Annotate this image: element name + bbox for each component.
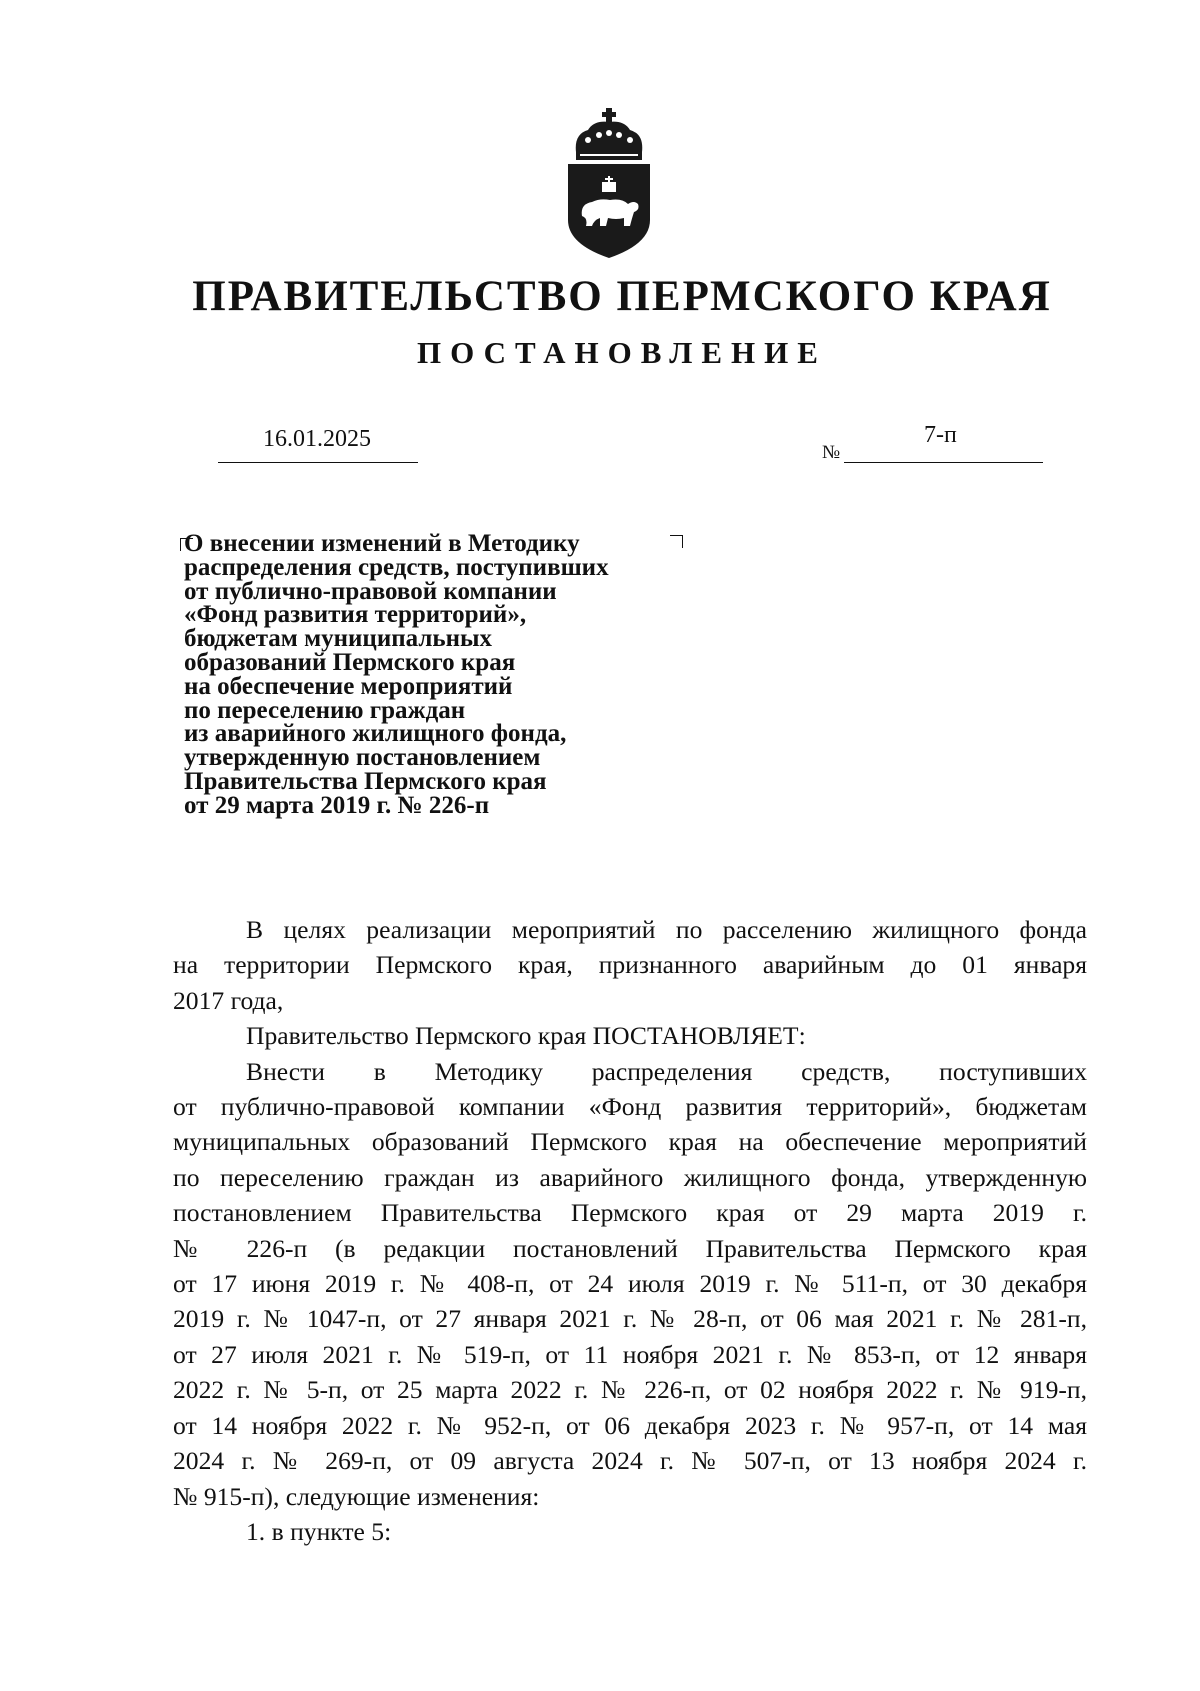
text-line: от 27 июля 2021 г. № 519-п, от 11 ноября 2021 г. № 853-п, от 12 января bbox=[173, 1339, 1087, 1369]
subject-bracket-right bbox=[670, 535, 683, 548]
subject-line: образований Пермского края bbox=[184, 648, 516, 676]
subject-line: «Фонд развития территорий», bbox=[184, 601, 527, 629]
text-line: по переселению граждан из аварийного жилищного фонда, утвержденную bbox=[173, 1162, 1087, 1192]
subject-block bbox=[184, 532, 609, 818]
text-line: от 17 июня 2019 г. № 408-п, от 24 июля 2019 г. № 511-п, от 30 декабря bbox=[173, 1269, 1087, 1299]
text-line: от 14 ноября 2022 г. № 952-п, от 06 декабря 2023 г. № 957-п, от 14 мая bbox=[173, 1410, 1087, 1440]
date-field bbox=[218, 424, 418, 463]
subject-line: по переселению граждан bbox=[184, 696, 466, 724]
document-number: 7-п bbox=[924, 422, 957, 448]
text-line: 2024 г. № 269-п, от 09 августа 2024 г. № 507-п, от 13 ноября 2024 г. bbox=[173, 1446, 1087, 1476]
coat-of-arms-icon bbox=[564, 108, 654, 260]
document-date: 16.01.2025 bbox=[263, 426, 371, 452]
number-sign: № bbox=[822, 442, 841, 463]
government-title: ПРАВИТЕЛЬСТВО ПЕРМСКОГО КРАЯ bbox=[192, 273, 1052, 320]
subject-line: на обеспечение мероприятий bbox=[184, 672, 513, 700]
subject-line: от 29 марта 2019 г. № 226-п bbox=[184, 791, 490, 819]
text-line: 2019 г. № 1047-п, от 27 января 2021 г. № 28-п, от 06 мая 2021 г. № 281-п, bbox=[173, 1304, 1087, 1334]
subject-line: Правительства Пермского края bbox=[184, 767, 547, 795]
text-line: постановлением Правительства Пермского края от 29 марта 2019 г. bbox=[173, 1198, 1087, 1228]
paragraph-main bbox=[173, 1054, 1087, 1514]
subject-line: бюджетам муниципальных bbox=[184, 625, 493, 653]
subject-line: от публично-правовой компании bbox=[184, 577, 557, 605]
subject-line: утвержденную постановлением bbox=[184, 744, 541, 772]
text-line: 2017 года, bbox=[173, 985, 284, 1015]
document-type: ПОСТАНОВЛЕНИЕ bbox=[417, 335, 827, 370]
text-line: Внести в Методику распределения средств, поступивших bbox=[246, 1056, 1087, 1086]
subject-line: распределения средств, поступивших bbox=[184, 553, 609, 581]
body-text bbox=[173, 912, 1087, 1549]
text-line: 2022 г. № 5-п, от 25 марта 2022 г. № 226-п, от 02 ноября 2022 г. № 919-п, bbox=[173, 1375, 1087, 1405]
text-line: В целях реализации мероприятий по расселению жилищного фонда bbox=[246, 915, 1087, 944]
text-line: № 915-п), следующие изменения: bbox=[173, 1481, 540, 1511]
text-line: от публично-правовой компании «Фонд развития территорий», бюджетам bbox=[173, 1092, 1087, 1122]
text-line: на территории Пермского края, признанного аварийным до 01 января bbox=[173, 950, 1087, 980]
item-1: 1. в пункте 5: bbox=[246, 1516, 392, 1546]
paragraph-resolves: Правительство Пермского края ПОСТАНОВЛЯЕТ: bbox=[246, 1021, 806, 1051]
paragraph-preamble bbox=[173, 912, 1087, 1018]
subject-line: из аварийного жилищного фонда, bbox=[184, 720, 567, 748]
text-line: № 226-п (в редакции постановлений Правительства Пермского края bbox=[173, 1233, 1087, 1263]
subject-line: О внесении изменений в Методику bbox=[184, 530, 580, 557]
text-line: муниципальных образований Пермского края на обеспечение мероприятий bbox=[173, 1127, 1087, 1157]
number-field bbox=[844, 422, 1043, 463]
